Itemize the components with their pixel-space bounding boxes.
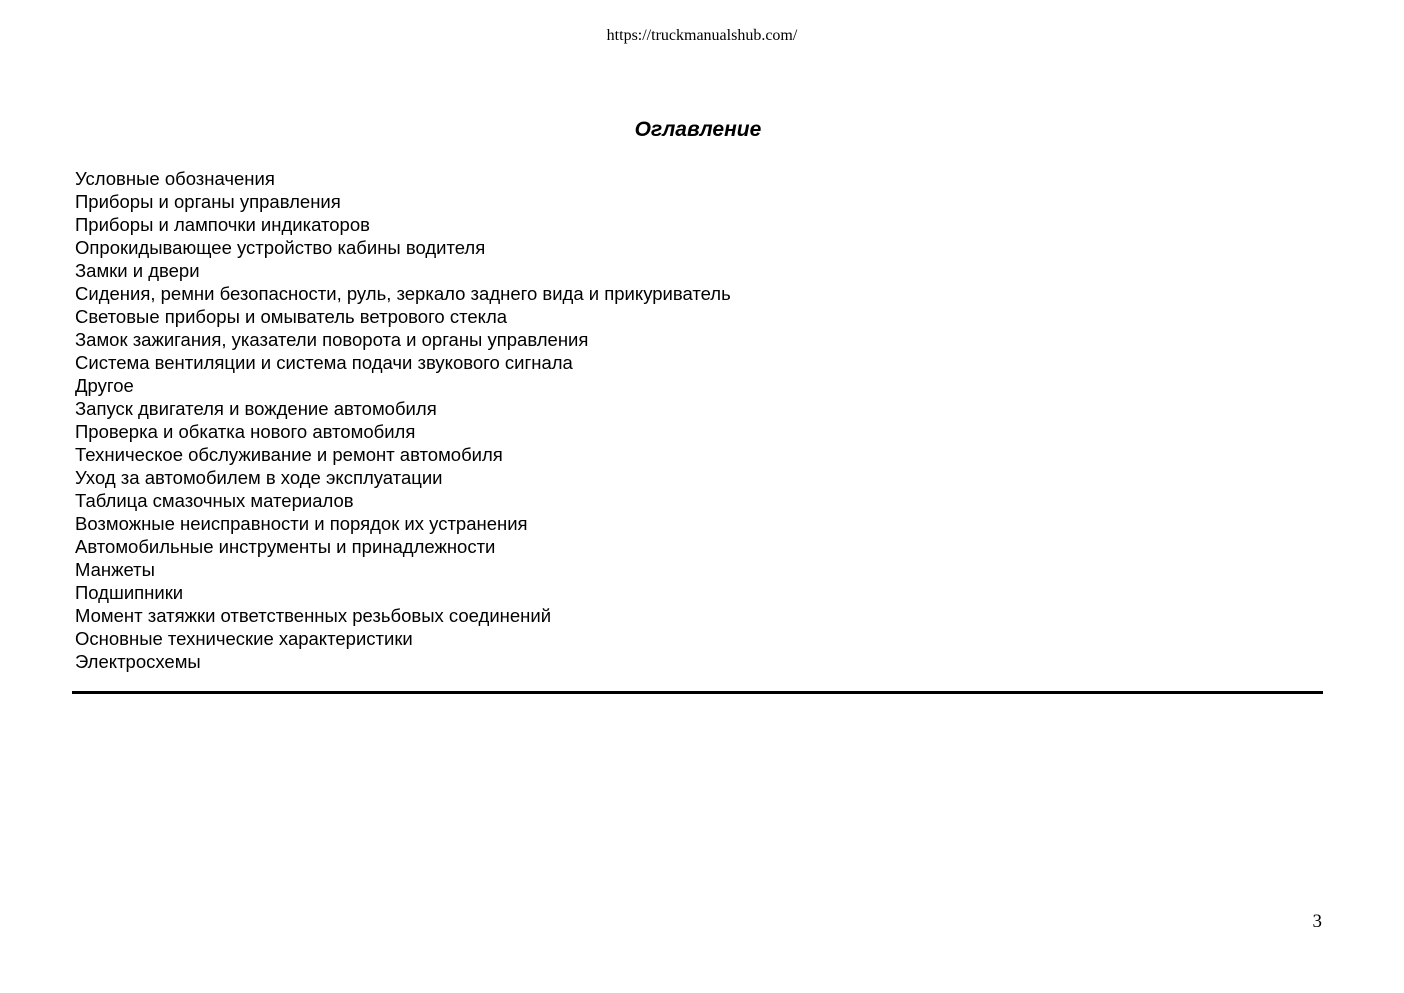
toc-item[interactable]: Подшипники	[75, 582, 184, 603]
toc-item[interactable]: Опрокидывающее устройство кабины водителя	[75, 237, 486, 258]
page-number: 3	[1312, 911, 1322, 932]
toc-item[interactable]: Система вентиляции и система подачи звукового сигнала	[75, 352, 573, 373]
toc-item[interactable]: Проверка и обкатка нового автомобиля	[75, 421, 416, 442]
toc-item[interactable]: Возможные неисправности и порядок их устранения	[75, 513, 528, 534]
toc-item[interactable]: Техническое обслуживание и ремонт автомобиля	[75, 444, 503, 465]
toc-item[interactable]: Замок зажигания, указатели поворота и органы управления	[75, 329, 589, 350]
toc-item[interactable]: Запуск двигателя и вождение автомобиля	[75, 398, 437, 419]
header-url: https://truckmanualshub.com/	[606, 27, 798, 44]
horizontal-rule	[72, 691, 1323, 694]
toc-item[interactable]: Замки и двери	[75, 260, 200, 281]
toc-item[interactable]: Условные обозначения	[75, 168, 275, 189]
toc-list	[75, 167, 731, 673]
toc-item[interactable]: Световые приборы и омыватель ветрового стекла	[75, 306, 508, 327]
toc-item[interactable]: Таблица смазочных материалов	[75, 490, 354, 511]
toc-item[interactable]: Приборы и органы управления	[75, 191, 341, 212]
toc-item[interactable]: Манжеты	[75, 559, 155, 580]
toc-item[interactable]: Сидения, ремни безопасности, руль, зеркало заднего вида и прикуриватель	[75, 283, 731, 304]
toc-item[interactable]: Другое	[75, 375, 134, 396]
toc-item[interactable]: Момент затяжки ответственных резьбовых соединений	[75, 605, 552, 626]
toc-item[interactable]: Основные технические характеристики	[75, 628, 413, 649]
toc-item[interactable]: Уход за автомобилем в ходе эксплуатации	[75, 467, 443, 488]
toc-title: Оглавление	[634, 118, 762, 141]
toc-item[interactable]: Приборы и лампочки индикаторов	[75, 214, 370, 235]
toc-item[interactable]: Электросхемы	[75, 651, 201, 672]
toc-item[interactable]: Автомобильные инструменты и принадлежности	[75, 536, 496, 557]
